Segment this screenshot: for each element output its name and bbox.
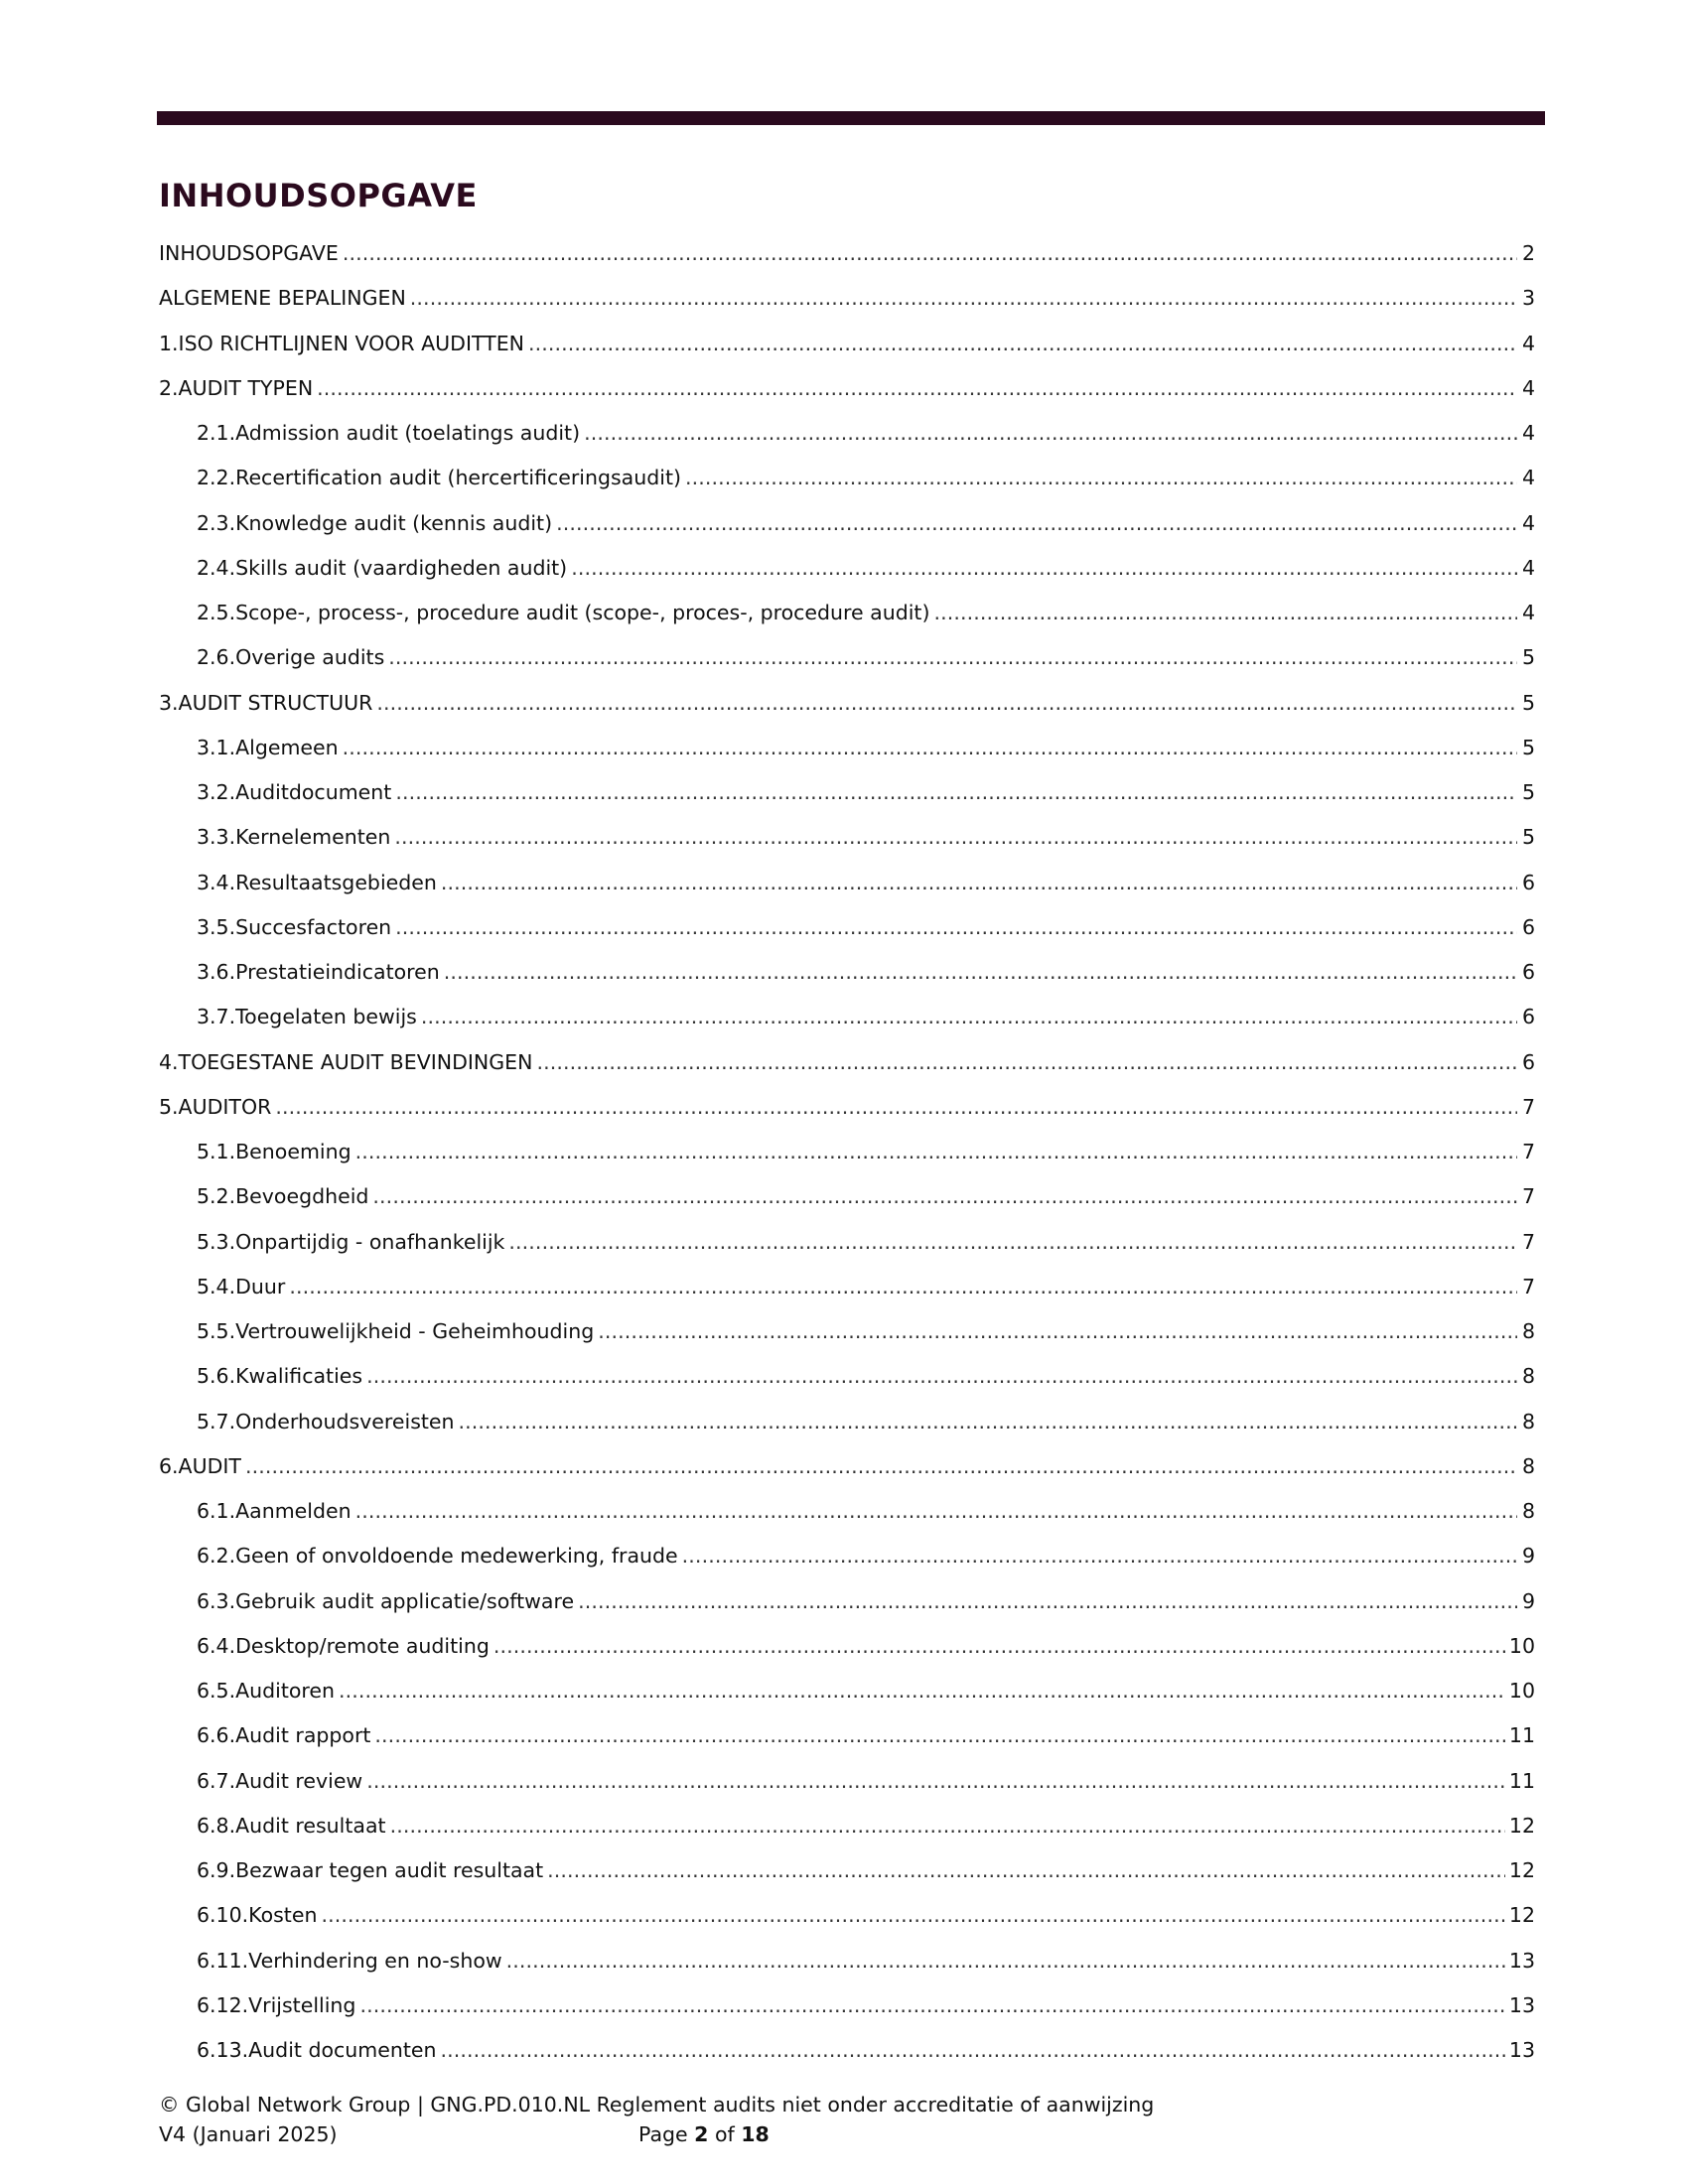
toc-entry[interactable] xyxy=(159,1809,1535,1853)
toc-leader-dots xyxy=(421,1000,1517,1033)
toc-entry-page: 5 xyxy=(1521,825,1535,850)
toc-entry-label: 3.1.Algemeen xyxy=(197,735,339,759)
toc-entry-label: 6.7.Audit review xyxy=(197,1768,363,1793)
toc-entry-page: 5 xyxy=(1521,735,1535,759)
toc-leader-dots xyxy=(508,1225,1517,1259)
toc-entry-label: 2.1.Admission audit (toelatings audit) xyxy=(197,421,581,445)
footer-version: V4 (Januari 2025) xyxy=(159,2122,338,2146)
toc-entry-label: 6.6.Audit rapport xyxy=(197,1723,371,1748)
toc-entry[interactable] xyxy=(159,1944,1535,1988)
page-word: Page xyxy=(638,2122,688,2146)
toc-entry-label: 1.ISO RICHTLIJNEN VOOR AUDITTEN xyxy=(159,331,524,355)
toc-entry-page: 4 xyxy=(1521,375,1535,400)
toc-title: INHOUDSOPGAVE xyxy=(159,177,478,214)
toc-entry[interactable] xyxy=(159,1225,1535,1270)
toc-entry[interactable] xyxy=(159,416,1535,461)
toc-entry-page: 10 xyxy=(1508,1633,1535,1658)
toc-leader-dots xyxy=(366,1359,1517,1393)
toc-entry[interactable] xyxy=(159,551,1535,596)
toc-entry-label: 3.5.Succesfactoren xyxy=(197,914,392,939)
toc-entry[interactable] xyxy=(159,955,1535,1000)
toc-leader-dots xyxy=(275,1090,1517,1124)
toc-entry-page: 7 xyxy=(1521,1094,1535,1119)
toc-entry-label: 5.AUDITOR xyxy=(159,1094,272,1119)
toc-entry-label: 5.7.Onderhoudsvereisten xyxy=(197,1409,455,1433)
toc-entry[interactable] xyxy=(159,1179,1535,1224)
toc-entry-page: 5 xyxy=(1521,690,1535,715)
toc-entry-label: 5.3.Onpartijdig - onafhankelijk xyxy=(197,1229,505,1254)
toc-leader-dots xyxy=(571,551,1517,585)
toc-entry[interactable] xyxy=(159,371,1535,416)
toc-entry[interactable] xyxy=(159,686,1535,731)
toc-entry-page: 6 xyxy=(1521,1049,1535,1074)
toc-entry[interactable] xyxy=(159,1853,1535,1898)
toc-entry-page: 4 xyxy=(1521,555,1535,580)
toc-entry-page: 4 xyxy=(1521,466,1535,490)
toc-entry[interactable] xyxy=(159,1898,1535,1943)
toc-entry-label: 5.2.Bevoegdheid xyxy=(197,1184,369,1209)
toc-entry-label: 6.4.Desktop/remote auditing xyxy=(197,1633,490,1658)
toc-entry-label: 3.4.Resultaatsgebieden xyxy=(197,870,437,894)
toc-entry[interactable] xyxy=(159,1764,1535,1809)
toc-entry-page: 4 xyxy=(1521,510,1535,535)
toc-entry-label: 4.TOEGESTANE AUDIT BEVINDINGEN xyxy=(159,1049,533,1074)
toc-entry[interactable] xyxy=(159,1674,1535,1718)
toc-entry-label: 2.4.Skills audit (vaardigheden audit) xyxy=(197,555,568,580)
toc-leader-dots xyxy=(394,820,1517,854)
toc-leader-dots xyxy=(493,1629,1505,1663)
toc-leader-dots xyxy=(584,416,1517,450)
toc-entry-page: 4 xyxy=(1521,331,1535,355)
toc-entry-page: 6 xyxy=(1521,914,1535,939)
toc-leader-dots xyxy=(685,461,1517,494)
toc-leader-dots xyxy=(388,640,1517,674)
toc-entry-label: 2.5.Scope-, process-, procedure audit (scope-, proces-, procedure audit) xyxy=(197,601,930,624)
toc-leader-dots xyxy=(444,955,1517,989)
toc-entry-label: 2.6.Overige audits xyxy=(197,645,385,670)
toc-entry-page: 7 xyxy=(1521,1184,1535,1209)
footer-copyright: © Global Network Group | GNG.PD.010.NL Reglement audits niet onder accreditatie of aanwijzing xyxy=(159,2093,1155,2116)
toc-entry[interactable] xyxy=(159,281,1535,326)
toc-entry-label: 2.3.Knowledge audit (kennis audit) xyxy=(197,510,553,535)
toc-entry-page: 12 xyxy=(1508,1813,1535,1838)
toc-entry[interactable] xyxy=(159,775,1535,820)
toc-entry-page: 8 xyxy=(1521,1364,1535,1389)
toc-entry-label: 6.5.Auditoren xyxy=(197,1679,336,1703)
toc-entry-page: 13 xyxy=(1508,2038,1535,2062)
toc-entry-page: 9 xyxy=(1521,1544,1535,1569)
toc-entry-page: 9 xyxy=(1521,1588,1535,1613)
toc-leader-dots xyxy=(598,1314,1517,1348)
toc-leader-dots xyxy=(528,327,1517,360)
toc-leader-dots xyxy=(390,1809,1505,1843)
toc-entry[interactable] xyxy=(159,1314,1535,1359)
toc-entry[interactable] xyxy=(159,327,1535,371)
toc-entry-page: 7 xyxy=(1521,1229,1535,1254)
toc-leader-dots xyxy=(317,371,1517,405)
page-current: 2 xyxy=(694,2122,709,2146)
toc-leader-dots xyxy=(245,1449,1517,1483)
toc-entry-label: 2.AUDIT TYPEN xyxy=(159,375,314,400)
toc-entry-label: 5.6.Kwalificaties xyxy=(197,1364,363,1389)
toc-entry-page: 8 xyxy=(1521,1409,1535,1433)
page-footer xyxy=(159,2090,1154,2149)
toc-leader-dots xyxy=(366,1764,1505,1798)
toc-entry[interactable] xyxy=(159,1539,1535,1583)
toc-entry-page: 11 xyxy=(1508,1768,1535,1793)
toc-entry-page: 12 xyxy=(1508,1903,1535,1928)
table-of-contents xyxy=(159,236,1535,2078)
toc-leader-dots xyxy=(343,731,1517,764)
toc-entry[interactable] xyxy=(159,1405,1535,1449)
toc-leader-dots xyxy=(556,506,1517,540)
toc-entry[interactable] xyxy=(159,640,1535,685)
toc-leader-dots xyxy=(339,1674,1505,1707)
toc-entry-page: 8 xyxy=(1521,1319,1535,1343)
toc-entry-page: 7 xyxy=(1521,1140,1535,1163)
page-of: of xyxy=(714,2122,735,2146)
toc-entry-label: 3.AUDIT STRUCTUUR xyxy=(159,690,373,715)
toc-leader-dots xyxy=(374,1718,1504,1752)
toc-entry[interactable] xyxy=(159,506,1535,551)
toc-entry-label: 6.1.Aanmelden xyxy=(197,1499,352,1523)
toc-entry-label: 3.3.Kernelementen xyxy=(197,825,391,850)
toc-entry[interactable] xyxy=(159,1000,1535,1044)
toc-leader-dots xyxy=(459,1405,1517,1438)
toc-entry[interactable] xyxy=(159,910,1535,955)
toc-leader-dots xyxy=(343,236,1517,270)
toc-entry-page: 11 xyxy=(1508,1723,1535,1748)
toc-entry-page: 5 xyxy=(1521,780,1535,804)
toc-entry[interactable] xyxy=(159,820,1535,865)
toc-entry-label: INHOUDSOPGAVE xyxy=(159,241,339,265)
toc-entry[interactable] xyxy=(159,2033,1535,2078)
toc-leader-dots xyxy=(410,281,1517,315)
toc-entry-label: 6.3.Gebruik audit applicatie/software xyxy=(197,1588,575,1613)
toc-leader-dots xyxy=(321,1898,1504,1932)
toc-leader-dots xyxy=(578,1584,1517,1618)
toc-leader-dots xyxy=(395,775,1517,809)
page-number xyxy=(638,2119,770,2149)
toc-leader-dots xyxy=(440,2033,1504,2067)
toc-entry-label: ALGEMENE BEPALINGEN xyxy=(159,286,406,311)
toc-entry-label: 5.4.Duur xyxy=(197,1274,286,1298)
toc-entry[interactable] xyxy=(159,1718,1535,1763)
toc-entry[interactable] xyxy=(159,1988,1535,2033)
toc-entry-label: 6.13.Audit documenten xyxy=(197,2038,437,2062)
toc-entry-label: 3.2.Auditdocument xyxy=(197,780,392,804)
toc-leader-dots xyxy=(355,1135,1517,1168)
toc-entry-page: 6 xyxy=(1521,870,1535,894)
toc-entry-page: 12 xyxy=(1508,1858,1535,1882)
toc-entry-page: 6 xyxy=(1521,1005,1535,1029)
toc-entry[interactable] xyxy=(159,1584,1535,1629)
toc-entry-page: 5 xyxy=(1521,645,1535,670)
toc-entry-page: 4 xyxy=(1521,601,1535,624)
toc-entry-page: 7 xyxy=(1521,1274,1535,1298)
toc-entry-page: 8 xyxy=(1521,1453,1535,1478)
toc-entry-label: 5.1.Benoeming xyxy=(197,1140,352,1163)
toc-leader-dots xyxy=(547,1853,1505,1887)
toc-entry-page: 13 xyxy=(1508,1948,1535,1973)
toc-entry[interactable] xyxy=(159,1494,1535,1539)
toc-leader-dots xyxy=(506,1944,1505,1978)
toc-leader-dots xyxy=(372,1179,1517,1213)
toc-entry-label: 5.5.Vertrouwelijkheid - Geheimhouding xyxy=(197,1319,595,1343)
header-rule xyxy=(157,111,1545,125)
toc-entry-label: 6.AUDIT xyxy=(159,1453,241,1478)
toc-entry-label: 6.12.Vrijstelling xyxy=(197,1992,356,2017)
toc-entry[interactable] xyxy=(159,461,1535,505)
toc-entry-page: 8 xyxy=(1521,1499,1535,1523)
toc-entry-label: 6.10.Kosten xyxy=(197,1903,318,1928)
toc-entry[interactable] xyxy=(159,731,1535,775)
toc-entry-page: 13 xyxy=(1508,1992,1535,2017)
toc-entry-label: 6.9.Bezwaar tegen audit resultaat xyxy=(197,1858,544,1882)
toc-entry-page: 6 xyxy=(1521,960,1535,984)
toc-entry[interactable] xyxy=(159,866,1535,910)
toc-entry-label: 6.2.Geen of onvoldoende medewerking, fraude xyxy=(197,1544,678,1569)
toc-entry[interactable] xyxy=(159,1090,1535,1135)
toc-leader-dots xyxy=(682,1539,1517,1572)
toc-entry[interactable] xyxy=(159,596,1535,640)
toc-entry-label: 6.8.Audit resultaat xyxy=(197,1813,386,1838)
toc-entry-page: 10 xyxy=(1508,1679,1535,1703)
toc-leader-dots xyxy=(395,910,1517,944)
toc-entry[interactable] xyxy=(159,1449,1535,1494)
toc-entry-page: 4 xyxy=(1521,421,1535,445)
toc-entry-label: 3.7.Toegelaten bewijs xyxy=(197,1005,417,1029)
toc-entry[interactable] xyxy=(159,1270,1535,1314)
toc-entry[interactable] xyxy=(159,1135,1535,1179)
toc-entry[interactable] xyxy=(159,236,1535,281)
toc-leader-dots xyxy=(355,1494,1517,1528)
toc-entry-label: 2.2.Recertification audit (hercertificeringsaudit) xyxy=(197,466,681,490)
toc-entry-page: 2 xyxy=(1521,241,1535,265)
page-total: 18 xyxy=(741,2122,770,2146)
toc-entry-label: 6.11.Verhindering en no-show xyxy=(197,1948,502,1973)
toc-leader-dots xyxy=(536,1045,1517,1079)
toc-leader-dots xyxy=(289,1270,1517,1303)
toc-leader-dots xyxy=(933,596,1517,629)
toc-entry[interactable] xyxy=(159,1045,1535,1090)
toc-leader-dots xyxy=(359,1988,1504,2022)
toc-entry-page: 3 xyxy=(1521,286,1535,311)
toc-entry[interactable] xyxy=(159,1359,1535,1404)
toc-entry[interactable] xyxy=(159,1629,1535,1674)
toc-entry-label: 3.6.Prestatieindicatoren xyxy=(197,960,440,984)
toc-leader-dots xyxy=(441,866,1517,899)
toc-leader-dots xyxy=(376,686,1517,720)
